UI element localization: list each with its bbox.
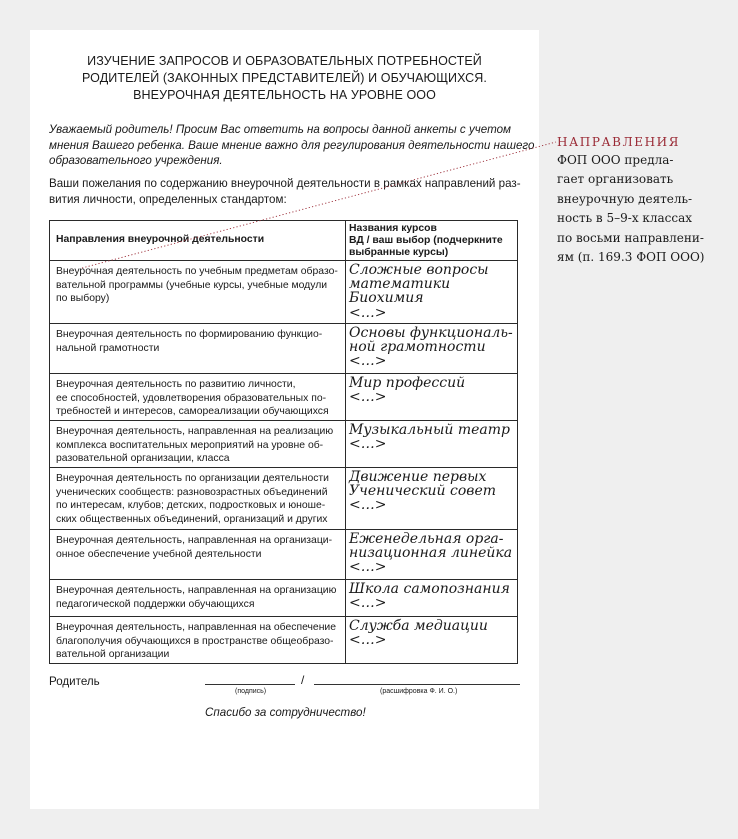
direction-line: нальной грамотности: [56, 342, 160, 354]
course-option[interactable]: Еженедельная орга-: [349, 531, 504, 547]
direction-line: Внеурочная деятельность, направленная на организацию: [56, 585, 337, 596]
course-option-more: <…>: [349, 632, 387, 649]
course-option[interactable]: Служба медиации: [349, 618, 488, 634]
course-option-more: <…>: [349, 497, 387, 514]
header-directions: Направления внеурочной деятельности: [50, 221, 346, 261]
intro-line: образовательного учреждения.: [49, 154, 223, 167]
header-courses-line: выбранные курсы): [349, 247, 449, 258]
direction-line: педагогической поддержки обучающихся: [56, 598, 255, 610]
thanks-text: Спасибо за сотрудничество!: [205, 706, 366, 719]
header-courses-line: ВД / ваш выбор (подчеркните: [349, 235, 503, 246]
course-option-more: <…>: [349, 389, 387, 406]
direction-line: ученических сообществ: разновозрастных объединений: [56, 486, 328, 498]
direction-line: вательной программы (учебные курсы, учебные модули: [56, 279, 328, 291]
margin-note-line: ям (п. 169.3 ФОП ООО): [557, 250, 705, 265]
direction-line: требностей и интересов, самореализации обучающихся: [56, 406, 329, 418]
course-option[interactable]: Сложные вопросы: [349, 262, 489, 278]
course-option[interactable]: Школа самопознания: [349, 581, 510, 597]
direction-line: ее способностей, удовлетворения образовательных по-: [56, 392, 327, 404]
wishes-line: Ваши пожелания по содержанию внеурочной деятельности в рамках направлений раз-: [49, 177, 521, 190]
direction-line: разовательной организации, класса: [56, 453, 230, 465]
course-option[interactable]: Основы функциональ-: [349, 325, 513, 341]
parent-label: Родитель: [49, 675, 100, 688]
course-option[interactable]: математики: [349, 276, 451, 293]
course-option[interactable]: Движение первых: [349, 469, 487, 485]
wishes-line: вития личности, определенных стандартом:: [49, 192, 287, 206]
direction-line: Внеурочная деятельность по учебным предметам образо-: [56, 266, 338, 277]
title-line: ИЗУЧЕНИЕ ЗАПРОСОВ И ОБРАЗОВАТЕЛЬНЫХ ПОТРЕБНОСТЕЙ: [87, 54, 482, 68]
direction-line: онное обеспечение учебной деятельности: [56, 548, 262, 560]
course-option-more: <…>: [349, 595, 387, 612]
direction-line: Внеурочная деятельность по организации деятельности: [56, 473, 329, 484]
intro-line: мнения Вашего ребенка. Ваше мнение важно для регулирования деятельности нашего: [49, 138, 535, 152]
signature-caption: (подпись): [235, 688, 267, 695]
margin-note-line: ФОП ООО предла-: [557, 153, 674, 167]
course-option[interactable]: ной грамотности: [349, 339, 486, 356]
course-option-more: <…>: [349, 304, 387, 321]
intro-line: Уважаемый родитель! Просим Вас ответить на вопросы данной анкеты с учетом: [49, 123, 511, 136]
title-line: ВНЕУРОЧНАЯ ДЕЯТЕЛЬНОСТЬ НА УРОВНЕ ООО: [133, 88, 436, 102]
course-option[interactable]: Мир профессий: [349, 375, 466, 391]
direction-line: по интересам, клубов; детских, подростковых и юноше-: [56, 500, 326, 512]
margin-note-line: по восьми направлени-: [557, 230, 704, 245]
margin-note-line: внеурочную деятель-: [557, 191, 693, 206]
direction-line: вательной организации: [56, 649, 170, 661]
direction-line: Внеурочная деятельность по формированию функцио-: [56, 329, 323, 340]
direction-line: Внеурочная деятельность, направленная на реализацию: [56, 426, 334, 437]
margin-note-title: НАПРАВЛЕНИЯ: [557, 135, 680, 149]
course-option-more: <…>: [349, 436, 387, 453]
margin-note-line: ность в 5–9-х классах: [557, 211, 693, 226]
margin-note-body: [557, 151, 704, 267]
full-name-caption: (расшифровка Ф. И. О.): [380, 688, 458, 695]
direction-line: Внеурочная деятельность по развитию личности,: [56, 379, 296, 390]
margin-note-line: гает организовать: [557, 172, 674, 187]
direction-line: благополучия обучающихся в пространстве общеобразо-: [56, 635, 334, 647]
direction-line: по выбору): [56, 293, 110, 305]
title-line: РОДИТЕЛЕЙ (ЗАКОННЫХ ПРЕДСТАВИТЕЛЕЙ) И ОБУЧАЮЩИХСЯ.: [81, 71, 487, 85]
signature-separator: /: [301, 673, 305, 687]
direction-line: ских общественных объединений, организаций и других: [56, 513, 328, 525]
course-option[interactable]: Ученический совет: [349, 483, 497, 500]
direction-line: Внеурочная деятельность, направленная на организаци-: [56, 535, 333, 546]
course-option-more: <…>: [349, 353, 387, 370]
course-option[interactable]: Музыкальный театр: [349, 422, 510, 438]
direction-line: Внеурочная деятельность, направленная на обеспечение: [56, 622, 337, 633]
course-option[interactable]: Биохимия: [349, 290, 424, 307]
course-option-more: <…>: [349, 559, 387, 576]
header-courses-line: Названия курсов: [349, 223, 437, 234]
course-option[interactable]: низационная линейка: [349, 545, 513, 562]
direction-line: комплекса воспитательных мероприятий на уровне об-: [56, 439, 324, 451]
